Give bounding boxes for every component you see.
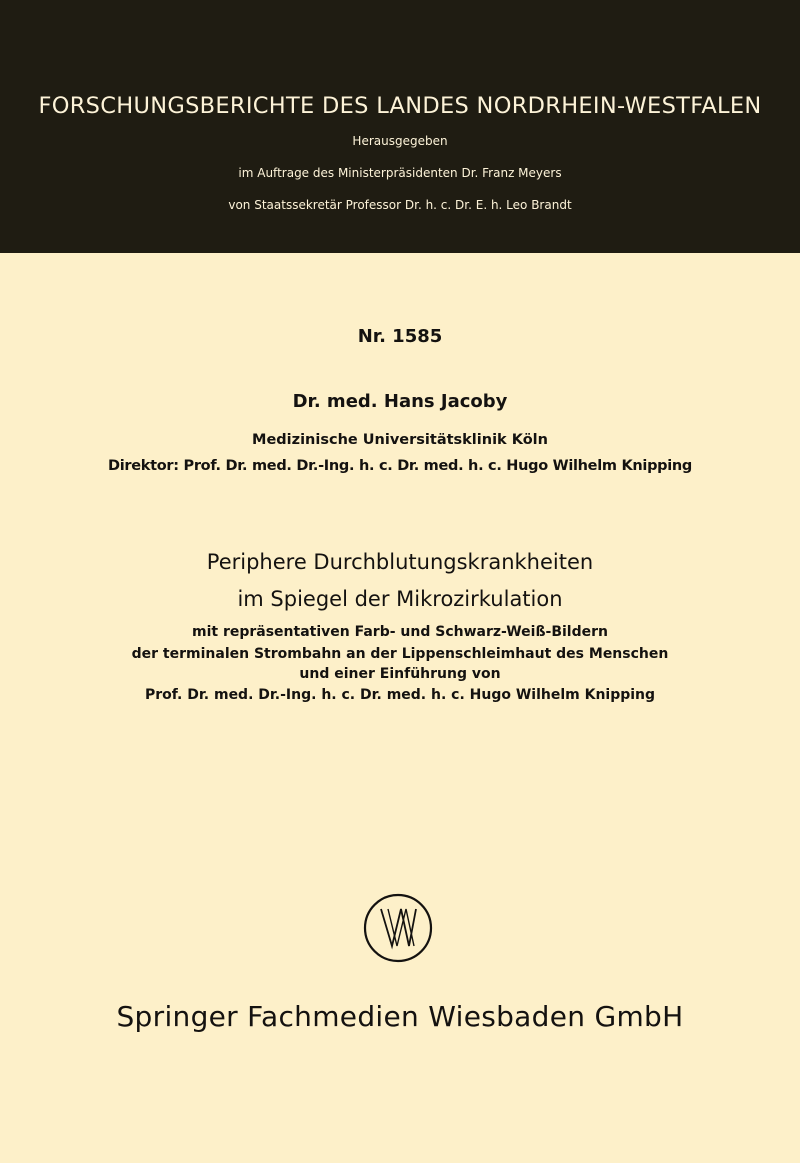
series-header-band bbox=[0, 0, 800, 253]
book-title-line-1: Periphere Durchblutungskrankheiten bbox=[206, 550, 594, 574]
subtitle-line-4: Prof. Dr. med. Dr.-Ing. h. c. Dr. med. h. c. Hugo Wilhelm Knipping bbox=[144, 687, 656, 703]
author-name: Dr. med. Hans Jacoby bbox=[292, 391, 508, 412]
subtitle-line-3: und einer Einführung von bbox=[299, 666, 501, 682]
book-title-line-2: im Spiegel der Mikrozirkulation bbox=[237, 587, 563, 611]
editor-line: von Staatssekretär Professor Dr. h. c. Dr. E. h. Leo Brandt bbox=[228, 198, 572, 212]
editor-label: Herausgegeben bbox=[352, 134, 448, 148]
director-line: Direktor: Prof. Dr. med. Dr.-Ing. h. c. Dr. med. h. c. Hugo Wilhelm Knipping bbox=[107, 458, 693, 474]
report-number: Nr. 1585 bbox=[357, 326, 443, 347]
subtitle-line-2: der terminalen Strombahn an der Lippenschleimhaut des Menschen bbox=[131, 646, 669, 662]
commission-line: im Auftrage des Ministerpräsidenten Dr. Franz Meyers bbox=[238, 166, 562, 180]
publisher-logo-icon bbox=[362, 892, 434, 964]
publisher-name: Springer Fachmedien Wiesbaden GmbH bbox=[116, 1000, 684, 1033]
series-title: FORSCHUNGSBERICHTE DES LANDES NORDRHEIN-WESTFALEN bbox=[38, 93, 762, 119]
subtitle-line-1: mit repräsentativen Farb- und Schwarz-Weiß-Bildern bbox=[192, 624, 608, 640]
institution: Medizinische Universitätsklinik Köln bbox=[252, 432, 548, 448]
